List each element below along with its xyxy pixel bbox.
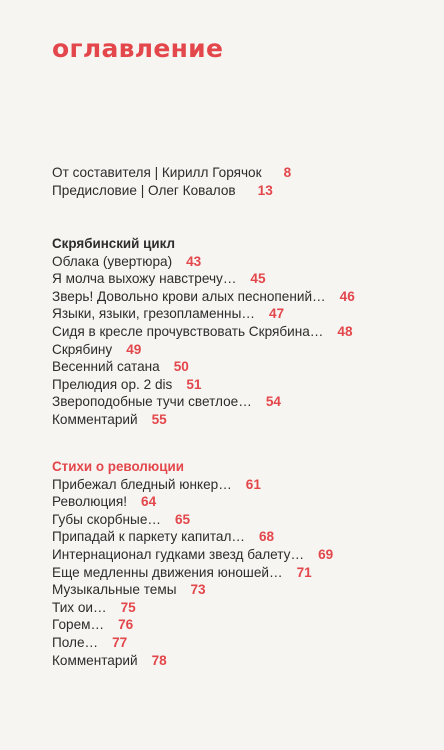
toc-entry-page: 45 (250, 271, 266, 287)
toc-entry (52, 358, 355, 376)
toc-entry-page: 49 (126, 341, 142, 357)
toc-entry-page: 69 (318, 546, 334, 562)
toc-entry (52, 652, 333, 670)
toc-entry-page: 78 (151, 652, 167, 668)
toc-entry-page: 51 (186, 376, 202, 392)
toc-entry (52, 476, 333, 494)
toc-entry-page: 75 (120, 599, 136, 615)
toc-entry-page: 47 (268, 306, 285, 322)
toc-entry-page: 46 (339, 288, 355, 304)
toc-entry (52, 305, 355, 323)
toc-entry (52, 599, 333, 617)
toc-section-revolution (52, 458, 333, 669)
toc-entry-title: Комментарий (52, 652, 138, 668)
toc-entry (52, 270, 355, 288)
toc-entry (52, 376, 355, 394)
toc-entry (52, 164, 291, 182)
toc-entry-title: Сидя в кресле прочувствовать Скрябина… (52, 323, 324, 339)
toc-entry-page: 61 (245, 476, 261, 492)
section-heading: Скрябинский цикл (52, 236, 175, 251)
toc-section-scriabin (52, 235, 355, 429)
toc-entry-page: 64 (141, 494, 157, 510)
toc-entry-title: Облака (увертюра) (52, 253, 173, 269)
toc-entry-title: Весенний сатана (52, 359, 160, 375)
toc-entry-title: Тих ои… (52, 599, 107, 615)
toc-entry (52, 616, 333, 634)
toc-entry-title: Языки, языки, грезопламенны… (52, 306, 255, 322)
toc-entry (52, 253, 355, 271)
toc-entry (52, 511, 333, 529)
toc-entry-page: 73 (190, 582, 206, 598)
toc-entry-title: Губы скорбные… (52, 511, 161, 527)
toc-intro (52, 164, 291, 199)
toc-entry-title: Еще медленны движения юношей… (52, 564, 283, 580)
section-heading: Стихи о революции (52, 459, 184, 474)
toc-entry-title: Припадай к паркету капитал… (52, 529, 245, 545)
toc-entry (52, 546, 333, 564)
toc-entry-title: Прелюдия ор. 2 dis (52, 376, 173, 392)
toc-entry-title: Звероподобные тучи светлое… (52, 394, 252, 410)
toc-entry (52, 411, 355, 429)
toc-entry-title: Предисловие | Олег Ковалов (52, 182, 236, 198)
toc-entry-title: Комментарий (52, 411, 138, 427)
toc-entry-title: Прибежал бледный юнкер… (52, 476, 232, 492)
toc-entry-title: Горем… (52, 617, 105, 633)
toc-entry-page: 71 (296, 564, 312, 580)
toc-entry-title: Скрябину (52, 341, 113, 357)
page-title: оглавление (52, 34, 224, 63)
toc-entry-page: 54 (265, 394, 281, 410)
toc-entry-page: 43 (186, 253, 202, 269)
toc-entry (52, 341, 355, 359)
toc-entry-page: 13 (257, 182, 273, 198)
toc-entry (52, 323, 355, 341)
toc-entry-page: 8 (283, 165, 292, 180)
toc-entry-page: 50 (173, 359, 189, 375)
toc-entry-page: 48 (337, 323, 353, 339)
toc-entry-page: 76 (118, 617, 134, 633)
toc-entry (52, 528, 333, 546)
toc-entry-title: Поле… (52, 634, 99, 650)
toc-entry-title: Зверь! Довольно крови алых песнопений… (52, 288, 326, 304)
toc-entry (52, 393, 355, 411)
toc-entry-page: 65 (174, 511, 191, 527)
toc-entry-title: Музыкальные темы (52, 582, 177, 598)
toc-entry (52, 493, 333, 511)
toc-entry (52, 581, 333, 599)
toc-entry (52, 634, 333, 652)
toc-entry (52, 288, 355, 306)
toc-entry-title: Интернационал гудками звезд балету… (52, 546, 305, 562)
toc-entry-page: 68 (259, 529, 275, 545)
toc-entry-page: 77 (112, 634, 128, 650)
toc-entry-title: От составителя | Кирилл Горячок (52, 165, 262, 180)
toc-entry-title: Я молча выхожу навстречу… (52, 271, 237, 287)
toc-entry-page: 55 (151, 411, 167, 427)
toc-entry-title: Революция! (52, 494, 128, 510)
toc-entry (52, 564, 333, 582)
toc-entry (52, 182, 291, 200)
